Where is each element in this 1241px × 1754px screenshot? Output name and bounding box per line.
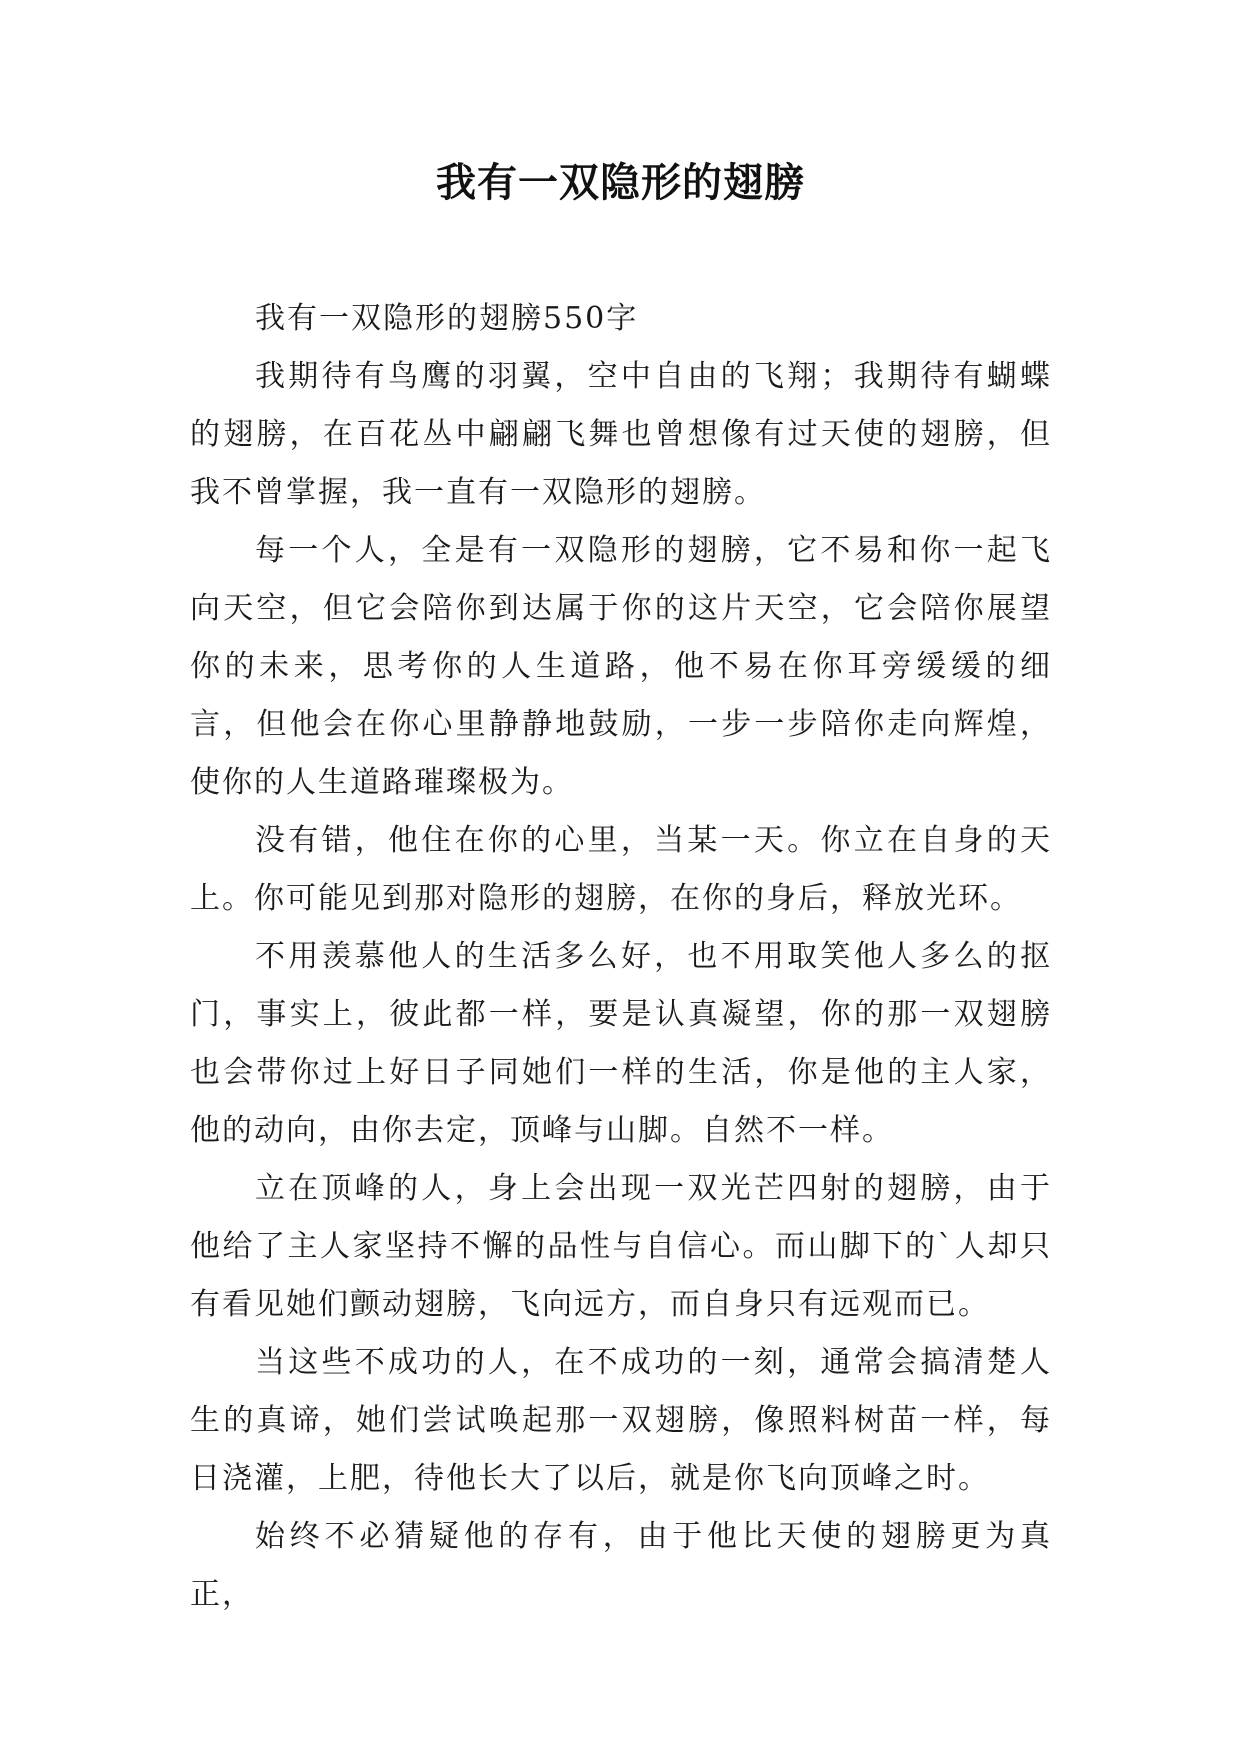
paragraph: 立在顶峰的人，身上会出现一双光芒四射的翅膀，由于他给了主人家坚持不懈的品性与自信心。而山脚下的`人却只有看见她们颤动翅膀，飞向远方，而自身只有远观而已。 bbox=[190, 1171, 1052, 1322]
document-body bbox=[190, 290, 1052, 1624]
paragraph: 不用羡慕他人的生活多么好，也不用取笑他人多么的抠门，事实上，彼此都一样，要是认真凝望，你的那一双翅膀也会带你过上好日子同她们一样的生活，你是他的主人家，他的动向，由你去定，顶峰与山脚。自然不一样。 bbox=[190, 939, 1052, 1148]
paragraph: 没有错，他住在你的心里，当某一天。你立在自身的天上。你可能见到那对隐形的翅膀，在你的身后，释放光环。 bbox=[190, 823, 1052, 916]
paragraph: 我期待有鸟鹰的羽翼，空中自由的飞翔；我期待有蝴蝶的翅膀，在百花丛中翩翩飞舞也曾想像有过天使的翅膀，但我不曾掌握，我一直有一双隐形的翅膀。 bbox=[190, 359, 1052, 510]
document-title: 我有一双隐形的翅膀 bbox=[436, 160, 805, 206]
paragraph: 当这些不成功的人，在不成功的一刻，通常会搞清楚人生的真谛，她们尝试唤起那一双翅膀，像照料树苗一样，每日浇灌，上肥，待他长大了以后，就是你飞向顶峰之时。 bbox=[190, 1345, 1052, 1496]
paragraph: 每一个人，全是有一双隐形的翅膀，它不易和你一起飞向天空，但它会陪你到达属于你的这片天空，它会陪你展望你的未来，思考你的人生道路，他不易在你耳旁缓缓的细言，但他会在你心里静静地鼓励，一步一步陪你走向辉煌，使你的人生道路璀璨极为。 bbox=[190, 533, 1052, 800]
paragraph-subtitle: 我有一双隐形的翅膀550字 bbox=[255, 301, 639, 336]
paragraph: 始终不必猜疑他的存有，由于他比天使的翅膀更为真正， bbox=[190, 1519, 1052, 1612]
